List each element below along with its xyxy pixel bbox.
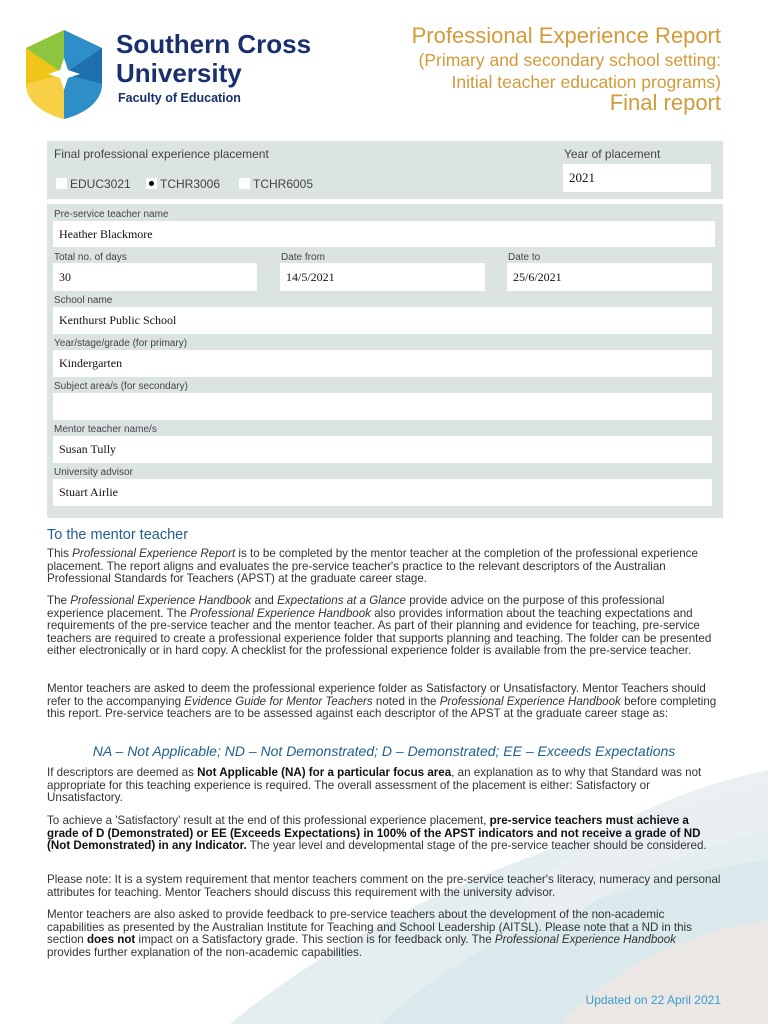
paragraph-non-academic: Mentor teachers are also asked to provide feedback to pre-service teachers about the development of the non-academic capabilities as presented by the Australian Institute for Teaching and School Leadership (AITSL). Please note that a ND in this section does not impact on a Satisfactory grade. This section is for feedback only. The Professional Experience Handbook provides further explanation of the non-academic capabilities. xyxy=(47,908,692,959)
mentor-name-field[interactable]: Susan Tully xyxy=(53,436,712,463)
grade-field[interactable]: Kindergarten xyxy=(53,350,712,377)
total-days-label: Total no. of days xyxy=(54,252,127,263)
report-subtitle xyxy=(419,49,722,93)
report-subtitle-line2: Initial teacher education programs) xyxy=(451,72,721,92)
option-label-tchr6005: TCHR6005 xyxy=(253,176,314,191)
updated-date: Updated on 22 April 2021 xyxy=(585,993,721,1007)
university-name-line1: Southern Cross xyxy=(116,29,312,59)
details-panel xyxy=(47,204,723,518)
checkbox-educ3021[interactable] xyxy=(56,178,67,189)
paragraph-handbook: The Professional Experience Handbook and Expectations at a Glance provide advice on the purpose of this professional experience placement. The Professional Experience Handbook also provides information about the teaching expectations and requirements of the pre-service teacher and the mentor teacher. As part of their planning and evidence for teaching, pre-service teachers are required to create a professional experience folder that supports planning and teaching. The folder can be presented either electronically or in hard copy. A checklist for the professional experience folder is available from the pre-service teacher. xyxy=(47,594,712,658)
year-of-placement-label: Year of placement xyxy=(564,147,661,161)
placement-panel xyxy=(47,141,723,199)
date-to-label: Date to xyxy=(508,252,541,263)
date-to-field[interactable]: 25/6/2021 xyxy=(507,263,712,291)
paragraph-please-note: Please note: It is a system requirement that mentor teachers comment on the pre-service teacher's literacy, numeracy and personal attributes for teaching. Mentor Teachers should discuss this requirement with the university advisor. xyxy=(47,873,721,899)
placement-option-tchr6005[interactable] xyxy=(239,175,313,193)
subject-area-field[interactable] xyxy=(53,393,712,420)
university-name-line2: University xyxy=(116,58,242,88)
mentor-name-label: Mentor teacher name/s xyxy=(54,424,157,435)
option-label-educ3021: EDUC3021 xyxy=(70,176,131,191)
teacher-name-field[interactable]: Heather Blackmore xyxy=(53,221,715,247)
placement-label: Final professional experience placement xyxy=(54,147,269,161)
placement-option-tchr3006[interactable] xyxy=(146,175,220,193)
university-advisor-field[interactable]: Stuart Airlie xyxy=(53,479,712,506)
faculty-name: Faculty of Education xyxy=(118,91,241,105)
paragraph-not-applicable: If descriptors are deemed as Not Applicable (NA) for a particular focus area, an explanation as to why that Standard was not appropriate for this teaching experience is required. The overall assessment of the placement is either: Satisfactory or Unsatisfactory. xyxy=(47,766,702,805)
placement-option-educ3021[interactable] xyxy=(56,175,131,193)
teacher-name-label: Pre-service teacher name xyxy=(54,209,169,220)
grading-key-line: NA – Not Applicable; ND – Not Demonstrated; D – Demonstrated; EE – Exceeds Expectations xyxy=(92,743,676,759)
report-title: Professional Experience Report xyxy=(411,23,721,48)
grade-label: Year/stage/grade (for primary) xyxy=(54,338,188,349)
report-subtitle-line1: (Primary and secondary school setting: xyxy=(418,50,721,70)
total-days-field[interactable]: 30 xyxy=(53,263,257,291)
checkbox-tchr6005[interactable] xyxy=(239,178,250,189)
subject-area-label: Subject area/s (for secondary) xyxy=(54,381,188,392)
school-name-label: School name xyxy=(54,295,113,306)
school-name-field[interactable]: Kenthurst Public School xyxy=(53,307,712,334)
report-final-label: Final report xyxy=(609,90,721,115)
paragraph-folder: Mentor teachers are asked to deem the professional experience folder as Satisfactory or Unsatisfactory. Mentor Teachers should refer to the accompanying Evidence Guide for Mentor Teachers noted in the Professional Experience Handbook before completing this report. Pre-service teachers are to be assessed against each descriptor of the APST at the graduate career stage as: xyxy=(47,682,717,721)
university-name xyxy=(116,30,311,88)
paragraph-satisfactory: To achieve a 'Satisfactory' result at the end of this professional experience placement, pre-service teachers must achieve a grade of D (Demonstrated) or EE (Exceeds Expectations) in 100% of the APST indicators and not receive a grade of ND (Not Demonstrated) in any Indicator. The year level and developmental stage of the pre-service teacher should be considered. xyxy=(47,814,707,853)
university-advisor-label: University advisor xyxy=(54,467,133,478)
option-label-tchr3006: TCHR3006 xyxy=(160,176,221,191)
university-shield-logo xyxy=(24,28,104,120)
date-from-field[interactable]: 14/5/2021 xyxy=(280,263,485,291)
checkbox-tchr3006[interactable] xyxy=(146,178,157,189)
paragraph-intro: This Professional Experience Report is to be completed by the mentor teacher at the completion of the professional experience placement. The report aligns and evaluates the pre-service teacher's practice to the relevant descriptors of the Australian Professional Standards for Teachers (APST) at the graduate career stage. xyxy=(47,547,698,586)
mentor-section-heading: To the mentor teacher xyxy=(47,527,189,543)
year-of-placement-field[interactable]: 2021 xyxy=(563,164,711,192)
date-from-label: Date from xyxy=(281,252,325,263)
